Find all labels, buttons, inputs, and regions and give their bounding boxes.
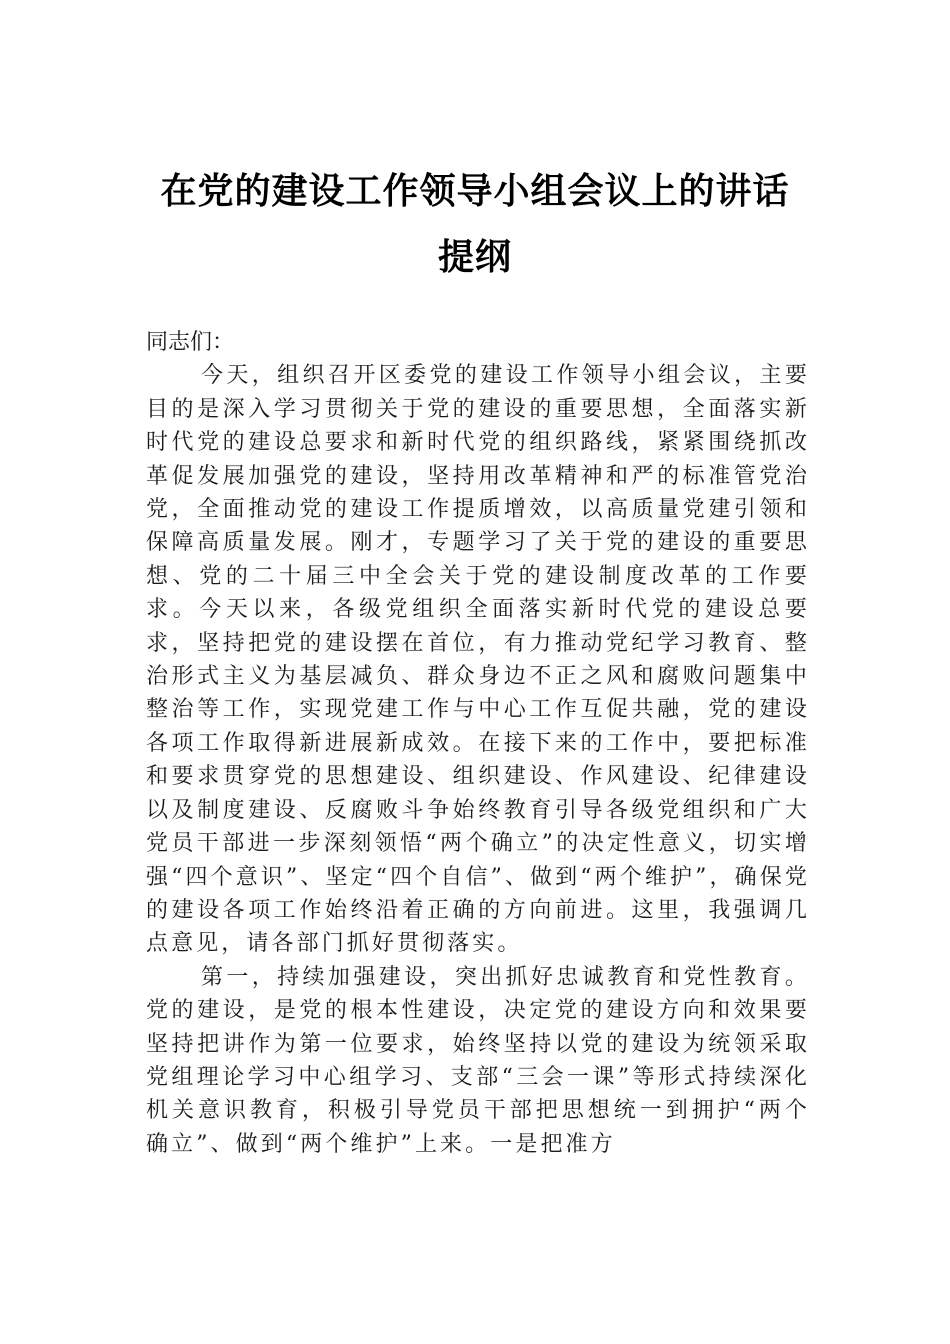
paragraph: 今天，组织召开区委党的建设工作领导小组会议，主要目的是深入学习贯彻关于党的建设的重要思想，全面落实新时代党的建设总要求和新时代党的组织路线，紧紧围绕抓改革促发展加强党的建设，坚持用改革精神和严的标准管党治党，全面推动党的建设工作提质增效，以高质量党建引领和保障高质量发展。刚才，专题学习了关于党的建设的重要思想、党的二十届三中全会关于党的建设制度改革的工作要求。今天以来，各级党组织全面落实新时代党的建设总要求，坚持把党的建设摆在首位，有力推动党纪学习教育、整治形式主义为基层减负、群众身边不正之风和腐败问题集中整治等工作，实现党建工作与中心工作互促共融，党的建设各项工作取得新进展新成效。在接下来的工作中，要把标准和要求贯穿党的思想建设、组织建设、作风建设、纪律建设以及制度建设、反腐败斗争始终教育引导各级党组织和广大党员干部进一步深刻领悟“两个确立”的决定性意义，切实增强“四个意识”、坚定“四个自信”、做到“两个维护”，确保党的建设各项工作始终沿着正确的方向前进。这里，我强调几点意见，请各部门抓好贯彻落实。 — [146, 363, 810, 957]
salutation: 同志们： — [146, 330, 235, 355]
document-title: 在党的建设工作领导小组会议上的讲话提纲 — [160, 170, 790, 278]
paragraph: 第一，持续加强建设，突出抓好忠诚教育和党性教育。党的建设，是党的根本性建设，决定党的建设方向和效果要坚持把讲作为第一位要求，始终坚持以党的建设为统领采取党组理论学习中心组学习、支部“三会一课”等形式持续深化机关意识教育，积极引导党员干部把思想统一到拥护“两个确立”、做到“两个维护”上来。一是把准方 — [146, 964, 810, 1157]
document-body — [146, 326, 810, 1161]
